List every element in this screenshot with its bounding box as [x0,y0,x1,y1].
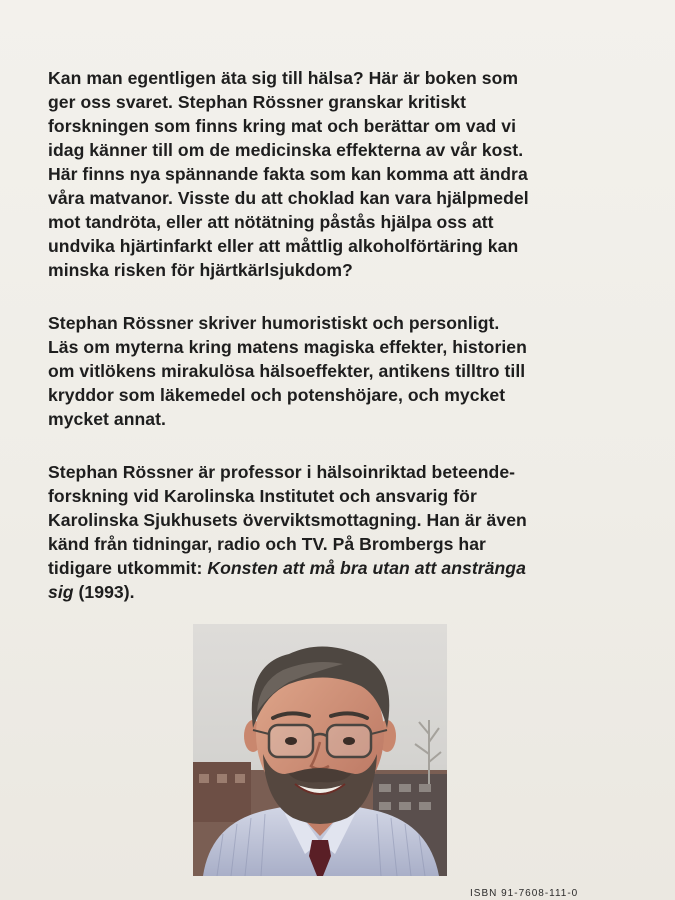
text-line: kryddor som läkemedel och potenshöjare, och mycket [48,385,506,405]
text-line: Karolinska Sjukhusets överviktsmottagning. Han är även [48,510,527,530]
text-line: ger oss svaret. Stephan Rössner granskar kritiskt [48,92,467,112]
text-line: mycket annat. [48,409,166,429]
text-line: Läs om myterna kring matens magiska effekter, historien [48,337,527,357]
text-line: Kan man egentligen äta sig till hälsa? Här är boken som [48,68,519,88]
text-line: Här finns nya spännande fakta som kan komma att ändra [48,164,528,184]
text-line: våra matvanor. Visste du att choklad kan vara hjälpmedel [48,188,529,208]
text-line: känd från tidningar, radio och TV. På Brombergs har [48,534,486,554]
description-paragraph [48,66,628,282]
author-photo [193,624,447,876]
text-line: forskningen som finns kring mat och berättar om vad vi [48,116,517,136]
text-line: idag känner till om de medicinska effekterna av vår kost. [48,140,524,160]
summary-paragraph [48,311,628,431]
book-title: Konsten att må bra utan att anstränga [207,558,526,578]
text-line: undvika hjärtinfarkt eller att måttlig alkoholförtäring kan [48,236,519,256]
text-line: minska risken för hjärtkärlsjukdom? [48,260,353,280]
book-title-end: sig [48,582,74,602]
text-line [48,556,628,580]
book-year: (1993). [73,582,135,602]
text-line: Stephan Rössner är professor i hälsoinriktad beteende- [48,462,516,482]
text-line-prefix: tidigare utkommit: [48,558,208,578]
text-line: om vitlökens mirakulösa hälsoeffekter, antikens tilltro till [48,361,526,381]
author-bio-paragraph [48,460,628,604]
text-line: mot tandröta, eller att nötätning påstås hjälpa oss att [48,212,494,232]
text-line: Stephan Rössner skriver humoristiskt och personligt. [48,313,500,333]
text-line: forskning vid Karolinska Institutet och ansvarig för [48,486,477,506]
text-line [48,580,628,604]
isbn-number: ISBN 91-7608-111-0 [470,888,579,899]
